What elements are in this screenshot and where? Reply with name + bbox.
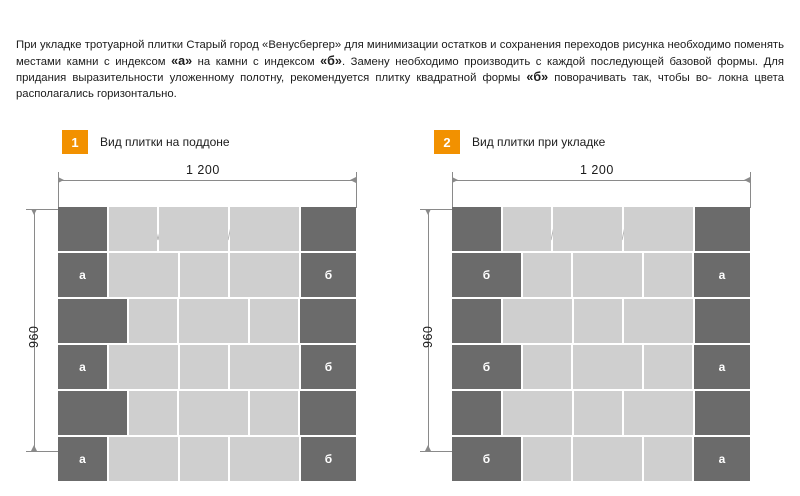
dim-arrow-bottom-2 xyxy=(425,445,431,451)
dim-arrow-top-1 xyxy=(31,209,37,215)
dim-ext-bottom-2 xyxy=(420,451,454,452)
tile-label-a: а xyxy=(79,268,86,282)
tile xyxy=(644,437,692,481)
tile xyxy=(644,253,692,297)
tile-label-b: б xyxy=(324,360,333,374)
tile xyxy=(250,299,298,343)
dim-width-label-1: 1 200 xyxy=(186,163,220,177)
tile xyxy=(553,207,622,251)
tile xyxy=(695,299,750,343)
tile xyxy=(574,299,622,343)
tile xyxy=(230,437,299,481)
tile-labeled-b xyxy=(301,437,356,481)
tile xyxy=(179,391,248,435)
intro-line-2-pre: поменять местами камни с индексом xyxy=(16,39,784,68)
tile xyxy=(250,391,298,435)
tile-labeled-b xyxy=(452,253,521,297)
tile xyxy=(300,299,356,343)
panel-2-header xyxy=(434,130,605,154)
tile-label-a: а xyxy=(79,360,86,374)
tile xyxy=(695,207,750,251)
tile xyxy=(129,391,177,435)
dim-ext-right-2 xyxy=(750,172,751,208)
dim-arrow-right-2 xyxy=(744,177,750,183)
tile-label-b: б xyxy=(324,452,333,466)
dim-ext-right-1 xyxy=(356,172,357,208)
tile xyxy=(58,299,127,343)
dim-ext-bottom-1 xyxy=(26,451,60,452)
dim-arrow-top-2 xyxy=(425,209,431,215)
tile-labeled-b xyxy=(301,345,356,389)
tile xyxy=(503,207,551,251)
tile-labeled-a xyxy=(694,437,750,481)
tile xyxy=(230,345,299,389)
tile-label-b: б xyxy=(324,268,333,282)
tile xyxy=(180,345,228,389)
tile xyxy=(180,437,228,481)
panel-1-number: 1 xyxy=(62,130,88,154)
tile xyxy=(300,391,356,435)
tile xyxy=(230,253,299,297)
tile-labeled-b xyxy=(452,437,521,481)
panel-2-title: Вид плитки при укладке xyxy=(472,135,606,149)
panel-1-title: Вид плитки на поддоне xyxy=(100,135,230,149)
index-b-emphasis: «б» xyxy=(320,53,342,68)
tile xyxy=(624,207,693,251)
tile xyxy=(180,253,228,297)
tile xyxy=(523,345,571,389)
tile-labeled-b xyxy=(452,345,521,389)
tile-labeled-a xyxy=(58,345,107,389)
intro-line-4: локна цвета располагались горизонтально. xyxy=(16,72,785,100)
tile xyxy=(129,299,177,343)
dim-line-width-2 xyxy=(452,180,750,181)
tile xyxy=(503,391,572,435)
intro-paragraph xyxy=(16,38,784,102)
dim-height-label-2: 960 xyxy=(421,325,435,348)
tile-labeled-a xyxy=(58,253,107,297)
tile-label-b: б xyxy=(482,452,491,466)
tile xyxy=(573,345,642,389)
tile xyxy=(109,345,178,389)
tile xyxy=(179,299,248,343)
panel-1-header xyxy=(62,130,230,154)
dim-arrow-bottom-1 xyxy=(31,445,37,451)
dim-arrow-left-1 xyxy=(58,177,64,183)
tile xyxy=(624,391,693,435)
tile xyxy=(523,253,571,297)
tile xyxy=(159,207,228,251)
dim-arrow-right-1 xyxy=(350,177,356,183)
tile xyxy=(523,437,571,481)
dim-arrow-left-2 xyxy=(452,177,458,183)
tile xyxy=(695,391,750,435)
tile xyxy=(573,253,642,297)
tile xyxy=(644,345,692,389)
tile xyxy=(230,207,299,251)
dim-width-label-2: 1 200 xyxy=(580,163,614,177)
tile xyxy=(624,299,693,343)
tile xyxy=(58,391,127,435)
tile-labeled-a xyxy=(694,253,750,297)
index-a-emphasis: «а» xyxy=(171,53,193,68)
tile-labeled-a xyxy=(58,437,107,481)
tile-labeled-a xyxy=(694,345,750,389)
tile-label-a: а xyxy=(79,452,86,466)
intro-line-2-mid: на камни с индексом xyxy=(192,55,321,68)
intro-line-3-post: поворачивать так, чтобы во- xyxy=(548,72,712,84)
tile xyxy=(109,253,178,297)
intro-line-2-post: . Замену необходимо производить с каждой последующей базовой xyxy=(341,55,712,68)
tile xyxy=(452,299,501,343)
tile xyxy=(574,391,622,435)
tile-label-a: а xyxy=(718,360,726,374)
tile-labeled-b xyxy=(301,253,356,297)
tile xyxy=(452,207,501,251)
tile xyxy=(109,207,157,251)
tile xyxy=(301,207,356,251)
tile xyxy=(452,391,501,435)
tile-label-b: б xyxy=(482,360,491,374)
index-b-emphasis-2: «б» xyxy=(526,70,549,84)
tile xyxy=(58,207,107,251)
dim-height-label-1: 960 xyxy=(27,325,41,348)
tile-label-a: а xyxy=(718,452,726,466)
tile-label-a: а xyxy=(718,268,726,282)
intro-line-3: формы. Для придания выразительности уложенному полотну, рекомендуется плитку квадратной формы xyxy=(16,55,784,84)
tile-label-b: б xyxy=(482,268,491,282)
tile xyxy=(109,437,178,481)
dim-line-width-1 xyxy=(58,180,356,181)
tile xyxy=(503,299,572,343)
intro-line-1: При укладке тротуарной плитки Старый город «Венусбергер» для минимизации остатков и сохранения переходов рисунка необходимо xyxy=(16,39,731,51)
tile xyxy=(573,437,642,481)
panel-2-number: 2 xyxy=(434,130,460,154)
